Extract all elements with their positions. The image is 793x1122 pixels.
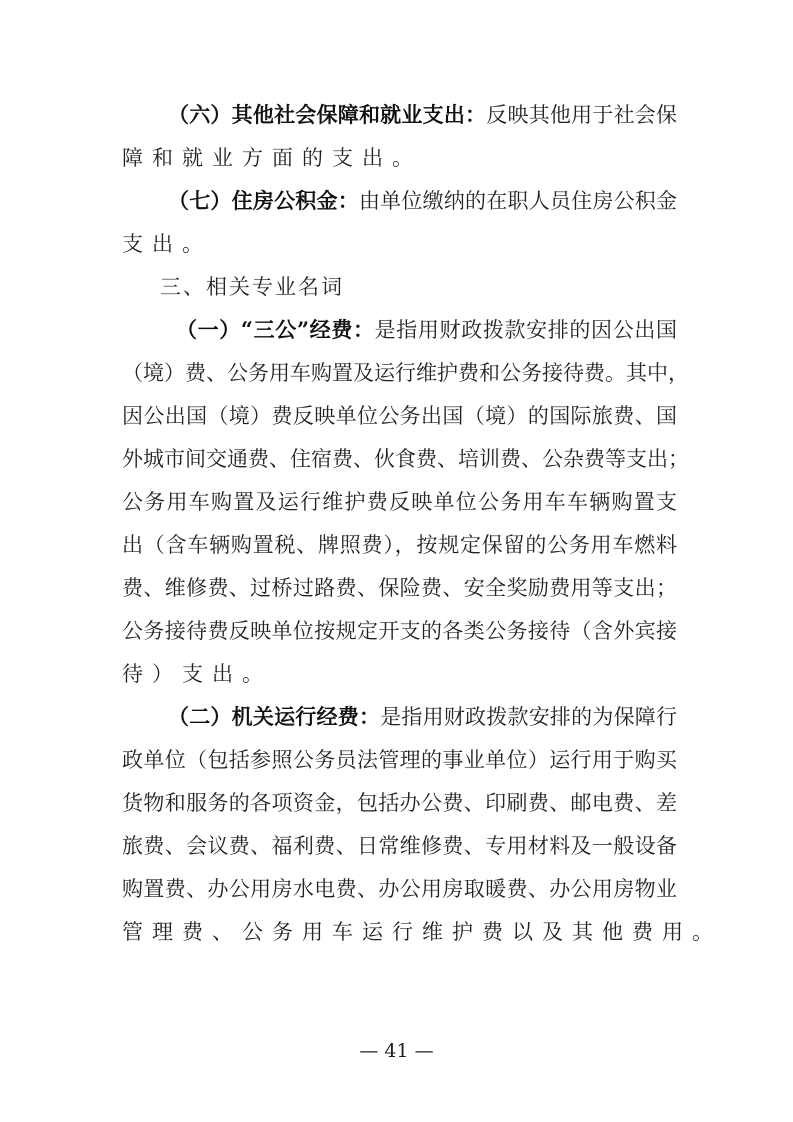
- text: 由单位缴纳的在职人员住房公积金: [358, 189, 678, 213]
- page-number: — 41 —: [359, 1040, 434, 1062]
- paragraph-6-line: 障和就业方面的支出。: [122, 146, 422, 170]
- heading-other-social-security: （六）其他社会保障和就业支出：: [168, 102, 487, 127]
- paragraph-3-line: 待）支出。: [122, 662, 272, 686]
- paragraph-3-line: 出（含车辆购置税、牌照费），按规定保留的公务用车燃料: [122, 533, 677, 557]
- paragraph-3-line: 外城市间交通费、住宿费、伙食费、培训费、公杂费等支出；: [122, 447, 689, 471]
- text: 是指用财政拨款安排的为保障行: [380, 705, 678, 729]
- paragraph-4-line: 货物和服务的各项资金，包括办公费、印刷费、邮电费、差: [122, 791, 677, 815]
- paragraph-4-line: 管理费、公务用车运行维护费以及其他费用。: [122, 920, 722, 944]
- paragraph-4-line: 购置费、办公用房水电费、办公用房取暖费、办公用房物业: [122, 877, 677, 901]
- text: 是指用财政拨款安排的因公出国: [374, 318, 677, 342]
- paragraph-4-line: 旅费、会议费、福利费、日常维修费、专用材料及一般设备: [122, 834, 677, 858]
- paragraph-3-line: （境）费、公务用车购置及运行维护费和公务接待费。其中，: [122, 361, 689, 385]
- paragraph-6-line: [168, 100, 677, 130]
- heading-three-public-expenses: （一）“三公”经费：: [176, 317, 375, 342]
- text: 反映其他用于社会保: [486, 103, 678, 127]
- paragraph-4-line: [168, 702, 677, 732]
- paragraph-3-line: [176, 315, 677, 345]
- paragraph-7-line: 支出。: [122, 232, 212, 256]
- heading-housing-fund: （七）住房公积金：: [168, 188, 359, 213]
- heading-operating-expenses: （二）机关运行经费：: [168, 704, 381, 729]
- paragraph-7-line: [168, 186, 677, 216]
- paragraph-3-line: 费、维修费、过桥过路费、保险费、安全奖励费用等支出；: [122, 576, 677, 600]
- section-heading: 三、相关专业名词: [160, 275, 344, 299]
- paragraph-4-line: 政单位（包括参照公务员法管理的事业单位）运行用于购买: [122, 748, 677, 772]
- paragraph-3-line: 公务用车购置及运行维护费反映单位公务用车车辆购置支: [122, 490, 677, 514]
- paragraph-3-line: 公务接待费反映单位按规定开支的各类公务接待（含外宾接: [122, 619, 677, 643]
- paragraph-3-line: 因公出国（境）费反映单位公务出国（境）的国际旅费、国: [122, 404, 677, 428]
